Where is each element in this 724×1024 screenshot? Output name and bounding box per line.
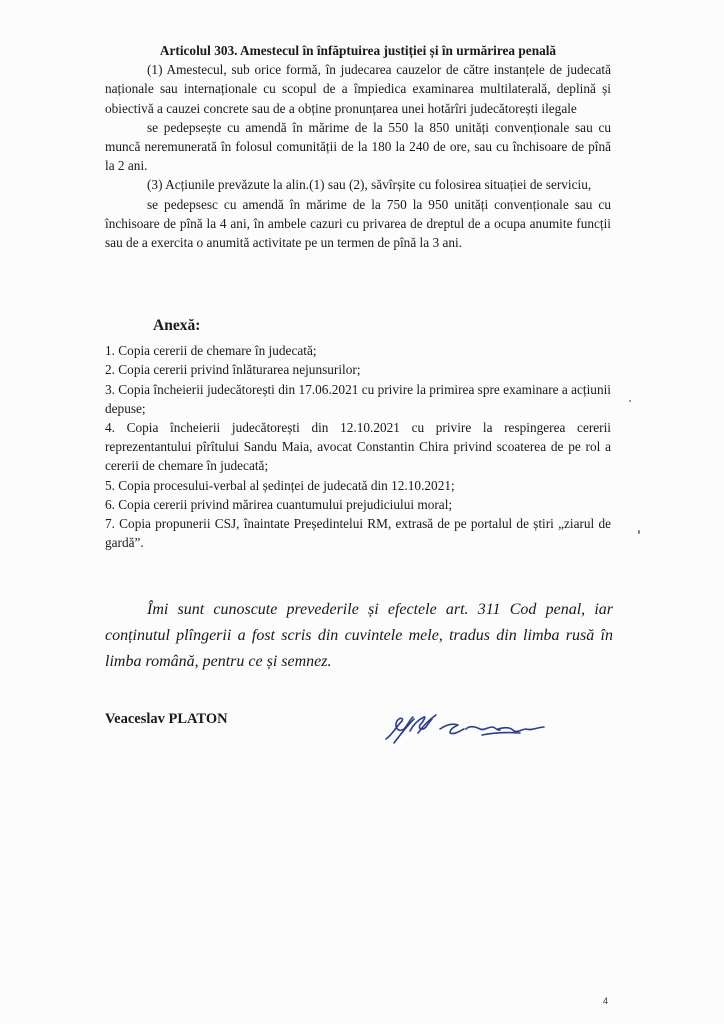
annex-item: 3. Copia încheierii judecătorești din 17.06.2021 cu privire la primirea spre examinare a acțiunii depuse; xyxy=(105,381,611,416)
article-paragraph-2: se pedepsește cu amendă în mărime de la 550 la 850 unități convenționale sau cu muncă neremunerată în folosul comunității de la 180 la 240 de ore, sau cu închisoare de pînă la 2 ani. xyxy=(105,119,611,174)
annex-list xyxy=(105,341,611,552)
handwritten-signature xyxy=(380,705,560,750)
scan-speck xyxy=(629,400,631,402)
annex-item: 4. Copia încheierii judecătorești din 12.10.2021 cu privire la respingerea cererii reprezentantului pîrîtului Sandu Maia, avocat Constantin Chira privind scoaterea de pe rol a cererii de chemare în judecată; xyxy=(105,420,611,474)
scan-speck xyxy=(638,530,640,534)
annex-item: 6. Copia cererii privind mărirea cuantumului prejudiciului moral; xyxy=(105,496,453,512)
annex-item: 5. Copia procesului-verbal al ședinței de judecată din 12.10.2021; xyxy=(105,477,455,493)
annex-item: 1. Copia cererii de chemare în judecată; xyxy=(105,343,317,359)
article-paragraph-4: se pedepsesc cu amendă în mărime de la 750 la 950 unități convenționale sau cu închisoare de pînă la 4 ani, în ambele cazuri cu privarea de dreptul de a ocupa anumite funcții sau de a exercita o anumită activitate pe un termen de pînă la 3 ani. xyxy=(105,196,611,251)
article-section xyxy=(105,41,611,252)
article-paragraph-1: (1) Amestecul, sub orice formă, în judecarea cauzelor de către instanțele de judecată naționale sau internaționale cu scopul de a împiedica examinarea multilaterală, deplină și obiectivă a cauzei concrete sau de a obține pronunțarea unei hotărîri judecătorești ilegale xyxy=(105,62,611,116)
article-paragraph-3: (3) Acțiunile prevăzute la alin.(1) sau (2), săvîrșite cu folosirea situației de serviciu, xyxy=(147,177,592,193)
annex-title: Anexă: xyxy=(153,317,201,334)
annex-item: 7. Copia propunerii CSJ, înaintate Președintelui RM, extrasă de pe portalul de știri „ziarul de gardă”. xyxy=(105,516,611,551)
annex-item: 2. Copia cererii privind înlăturarea nejunsurilor; xyxy=(105,362,361,378)
annex-section xyxy=(105,316,611,552)
signer-name: Veaceslav PLATON xyxy=(105,711,228,727)
declaration-statement: Îmi sunt cunoscute prevederile și efectele art. 311 Cod penal, iar conținutul plîngerii a fost scris din cuvintele mele, tradus din limba rusă în limba română, pentru ce și semnez. xyxy=(105,601,613,670)
article-title: Articolul 303. Amestecul în înfăptuirea justiției și în urmărirea penală xyxy=(159,43,557,58)
page-number: 4 xyxy=(602,996,608,1006)
